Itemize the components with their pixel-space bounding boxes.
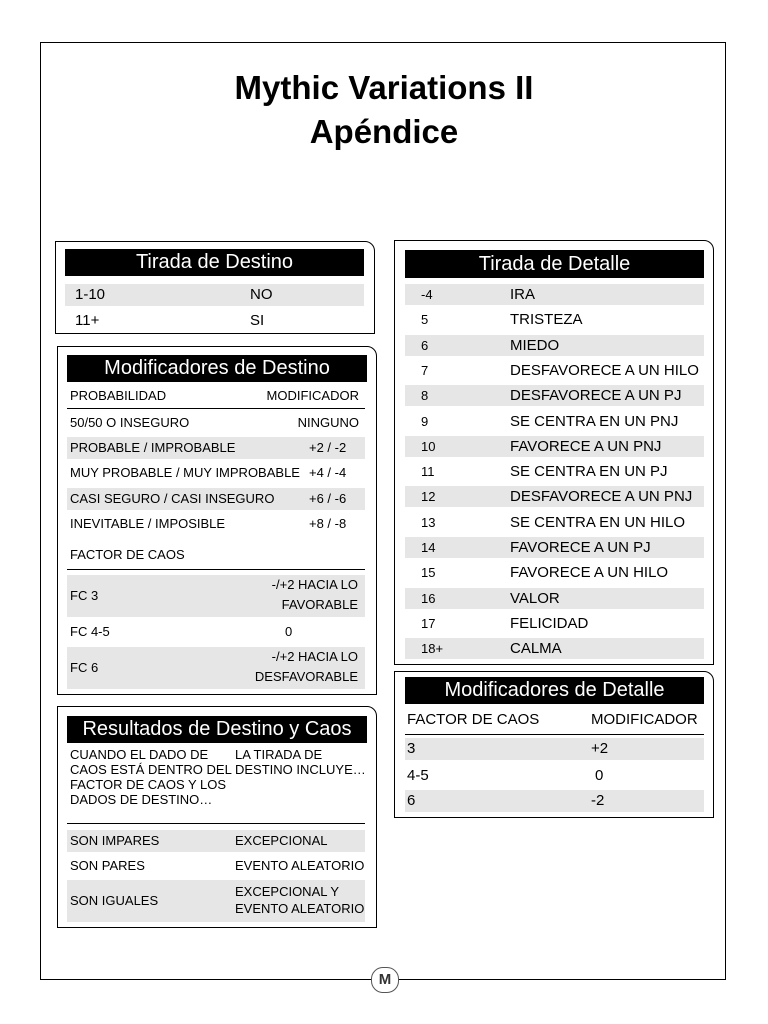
cell-factor: 4-5 [407, 767, 429, 784]
cell-roll: 14 [421, 540, 436, 555]
cell-detail: FAVORECE A UN PJ [510, 539, 651, 556]
cell-modifier: -2 [591, 792, 605, 809]
cell-detail: DESFAVORECE A UN HILO [510, 361, 699, 379]
cell-detail: DESFAVORECE A UN PNJ [510, 488, 693, 506]
cell-fc: FC 3 [70, 588, 99, 603]
cell-detail: DESFAVORECE A UN PJ [510, 387, 682, 405]
cell-probability: 50/50 O INSEGURO [70, 415, 190, 430]
cell-roll: 18+ [421, 641, 444, 657]
table-row [405, 738, 704, 760]
table-row [405, 765, 704, 787]
divider [67, 823, 365, 824]
table-row [67, 437, 365, 459]
divider [67, 408, 365, 409]
table-row [67, 488, 365, 510]
cell-outcome-2: EVENTO ALEATORIO [235, 901, 365, 916]
table-row [67, 830, 365, 852]
cell-result: SI [250, 312, 265, 329]
page-subtitle: Apéndice [309, 113, 459, 150]
divider [67, 569, 365, 570]
cell-modifier: NINGUNO [297, 415, 359, 430]
cell-factor: 6 [407, 792, 416, 809]
cell-detail: SE CENTRA EN UN PNJ [510, 412, 679, 430]
mod-destino-header: Modificadores de Destino [67, 355, 367, 382]
table-row [405, 638, 704, 659]
table-row [405, 613, 704, 634]
table-row [405, 486, 704, 507]
cell-condition: SON IGUALES [70, 893, 159, 908]
cell-probability: PROBABLE / IMPROBABLE [70, 440, 236, 455]
cell-modifier: +6 / -6 [309, 491, 347, 506]
table-row [67, 462, 365, 484]
col-modificador: MODIFICADOR [266, 388, 359, 403]
cell-modifier: +2 [591, 740, 609, 757]
cell-roll: 12 [421, 489, 436, 505]
cell-roll: 5 [421, 312, 429, 328]
table-row [405, 436, 704, 457]
cell-detail: IRA [510, 286, 536, 303]
cell-fc: FC 4-5 [70, 624, 110, 639]
tirada-detalle-header: Tirada de Detalle [405, 250, 704, 278]
table-row [405, 562, 704, 583]
table-row [405, 385, 704, 406]
table-row [67, 575, 365, 617]
resultados-intro: CUANDO EL DADO DE CAOS ESTÁ DENTRO DEL FACTOR DE CAOS Y LOS DADOS DE DESTINO… LA TIRADA DE DESTINO INCLUYE… [70, 747, 366, 807]
cell-fc-effect: -/+2 HACIA LO [271, 577, 358, 592]
table-row [405, 537, 704, 558]
table-row [405, 284, 704, 305]
table-row [405, 335, 704, 356]
cell-roll: 13 [421, 514, 436, 530]
cell-roll: 6 [421, 337, 429, 353]
cell-roll: 10 [421, 438, 436, 454]
cell-detail: FELICIDAD [510, 614, 589, 632]
cell-roll: 11 [421, 464, 435, 480]
cell-probability: CASI SEGURO / CASI INSEGURO [70, 491, 275, 506]
col-modificador: MODIFICADOR [591, 711, 698, 728]
table-row [405, 512, 704, 533]
cell-fc-effect: -/+2 HACIA LO [271, 649, 358, 664]
cell-roll: 15 [421, 565, 436, 581]
table-row [405, 461, 704, 482]
cell-condition: SON IMPARES [70, 833, 160, 848]
cell-modifier: +4 / -4 [309, 465, 347, 480]
table-row [67, 513, 365, 535]
column-headers [405, 709, 704, 731]
cell-fc-effect: 0 [285, 624, 293, 639]
factor-caos-label: FACTOR DE CAOS [70, 547, 185, 562]
table-row [67, 621, 365, 643]
cell-probability: MUY PROBABLE / MUY IMPROBABLE [70, 465, 300, 480]
cell-outcome: EXCEPCIONAL [235, 833, 328, 848]
cell-roll: -4 [421, 287, 433, 302]
cell-range: 11+ [75, 312, 100, 329]
mod-detalle-header: Modificadores de Detalle [405, 677, 704, 704]
cell-roll: 8 [421, 388, 429, 404]
cell-fc-effect-2: DESFAVORABLE [254, 669, 358, 684]
cell-probability: INEVITABLE / IMPOSIBLE [70, 516, 226, 531]
table-row [405, 790, 704, 812]
cell-detail: MIEDO [510, 336, 560, 354]
cell-roll: 16 [421, 590, 436, 606]
mythic-logo-icon: M [371, 967, 399, 993]
col-factor-caos: FACTOR DE CAOS [407, 711, 540, 728]
table-row [67, 855, 365, 877]
cell-detail: SE CENTRA EN UN PJ [510, 463, 668, 481]
table-row [405, 588, 704, 609]
table-row [67, 647, 365, 689]
cell-detail: CALMA [510, 640, 562, 658]
cell-modifier: 0 [595, 767, 604, 784]
resultados-header: Resultados de Destino y Caos [67, 716, 367, 743]
table-row [67, 880, 365, 922]
table-row [67, 412, 365, 434]
cell-roll: 7 [421, 362, 429, 378]
cell-roll: 9 [421, 413, 429, 429]
cell-factor: 3 [407, 740, 416, 757]
cell-modifier: +2 / -2 [309, 440, 347, 455]
cell-fc: FC 6 [70, 660, 99, 675]
cell-detail: VALOR [510, 589, 560, 607]
cell-outcome: EXCEPCIONAL Y [235, 884, 340, 899]
divider [405, 734, 704, 735]
cell-detail: FAVORECE A UN HILO [510, 564, 669, 582]
table-row [405, 360, 704, 381]
table-row [405, 411, 704, 432]
cell-outcome: EVENTO ALEATORIO [235, 858, 365, 873]
cell-range: 1-10 [75, 286, 106, 303]
cell-modifier: +8 / -8 [309, 516, 347, 531]
cell-fc-effect-2: FAVORABLE [281, 597, 358, 612]
table-row [405, 309, 704, 330]
column-headers [67, 386, 365, 406]
cell-detail: TRISTEZA [510, 311, 583, 329]
page-title: Mythic Variations II [234, 69, 534, 106]
table-row [65, 284, 364, 306]
cell-detail: FAVORECE A UN PNJ [510, 437, 662, 455]
cell-result: NO [250, 286, 273, 303]
cell-detail: SE CENTRA EN UN HILO [510, 513, 686, 531]
cell-condition: SON PARES [70, 858, 145, 873]
cell-roll: 17 [421, 615, 436, 631]
col-probabilidad: PROBABILIDAD [70, 388, 167, 403]
table-row [65, 310, 364, 332]
tirada-destino-header: Tirada de Destino [65, 249, 364, 276]
